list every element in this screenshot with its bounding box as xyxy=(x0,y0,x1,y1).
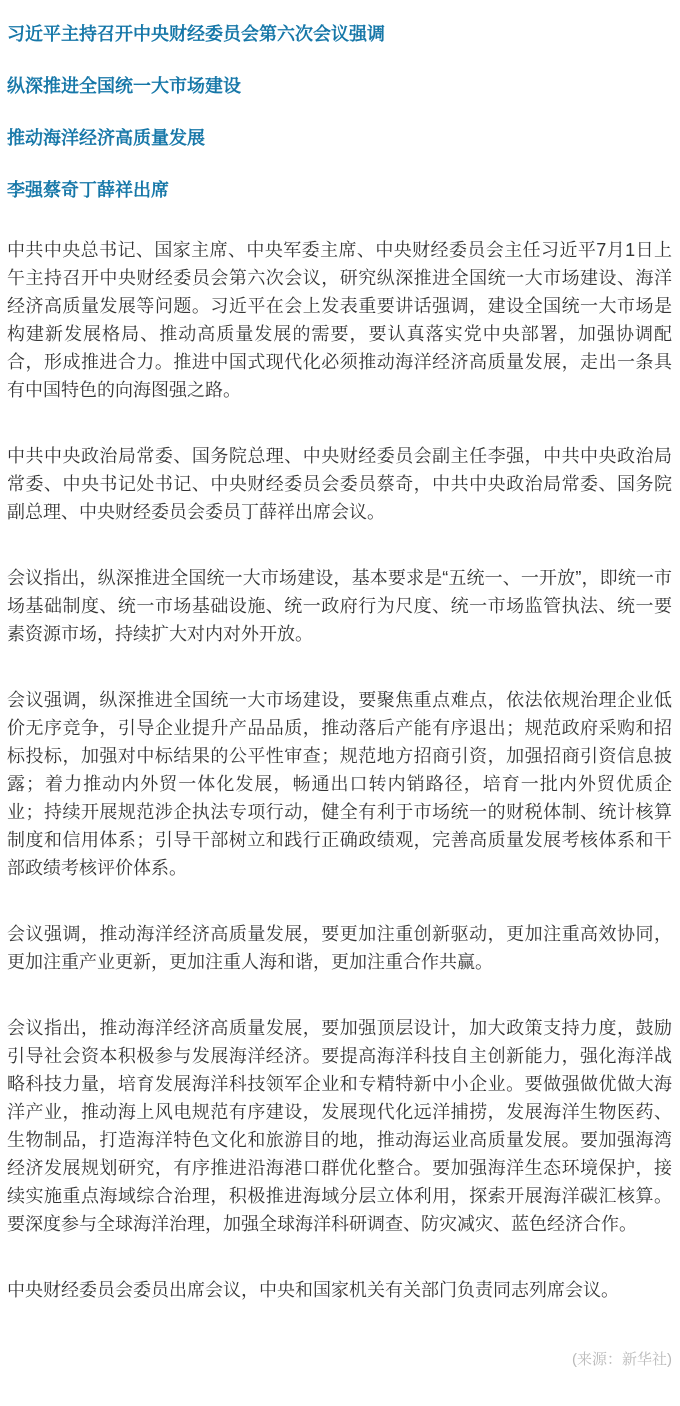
article-body xyxy=(7,236,672,1304)
article-paragraph-2: 中共中央政治局常委、国务院总理、中央财经委员会副主任李强，中共中央政治局常委、中央书记处书记、中央财经委员会委员蔡奇，中共中央政治局常委、国务院副总理、中央财经委员会委员丁薛祥出席会议。 xyxy=(7,446,672,522)
article-paragraph-3: 会议指出，纵深推进全国统一大市场建设，基本要求是“五统一、一开放”，即统一市场基础制度、统一市场基础设施、统一政府行为尺度、统一市场监管执法、统一要素资源市场，持续扩大对内对外开放。 xyxy=(7,568,672,644)
headline-line-4: 李强蔡奇丁薛祥出席 xyxy=(7,180,169,200)
headline-line-3: 推动海洋经济高质量发展 xyxy=(7,128,205,148)
article-paragraph-7: 中央财经委员会委员出席会议，中央和国家机关有关部门负责同志列席会议。 xyxy=(7,1280,619,1300)
article-paragraph-1: 中共中央总书记、国家主席、中央军委主席、中央财经委员会主任习近平7月1日上午主持召开中央财经委员会第六次会议，研究纵深推进全国统一大市场建设、海洋经济高质量发展等问题。习近平在会上发表重要讲话强调，建设全国统一大市场是构建新发展格局、推动高质量发展的需要，要认真落实党中央部署，加强协调配合，形成推进合力。推进中国式现代化必须推动海洋经济高质量发展，走出一条具有中国特色的向海图强之路。 xyxy=(7,240,672,400)
source-attribution: (来源：新华社) xyxy=(572,1351,672,1368)
article-paragraph-4: 会议强调，纵深推进全国统一大市场建设，要聚焦重点难点，依法依规治理企业低价无序竞争，引导企业提升产品品质，推动落后产能有序退出；规范政府采购和招标投标，加强对中标结果的公平性审查；规范地方招商引资，加强招商引资信息披露；着力推动内外贸一体化发展，畅通出口转内销路径，培育一批内外贸优质企业；持续开展规范涉企执法专项行动，健全有利于市场统一的财税体制、统计核算制度和信用体系；引导干部树立和践行正确政绩观，完善高质量发展考核体系和干部政绩考核评价体系。 xyxy=(7,690,672,878)
headline-line-1: 习近平主持召开中央财经委员会第六次会议强调 xyxy=(7,24,385,44)
article-paragraph-6: 会议指出，推动海洋经济高质量发展，要加强顶层设计，加大政策支持力度，鼓励引导社会资本积极参与发展海洋经济。要提高海洋科技自主创新能力，强化海洋战略科技力量，培育发展海洋科技领军企业和专精特新中小企业。要做强做优做大海洋产业，推动海上风电规范有序建设，发展现代化远洋捕捞，发展海洋生物医药、生物制品，打造海洋特色文化和旅游目的地，推动海运业高质量发展。要加强海湾经济发展规划研究，有序推进沿海港口群优化整合。要加强海洋生态环境保护，接续实施重点海域综合治理，积极推进海域分层立体利用，探索开展海洋碳汇核算。要深度参与全球海洋治理，加强全球海洋科研调查、防灾减灾、蓝色经济合作。 xyxy=(7,1018,672,1234)
headline-group xyxy=(7,20,672,204)
headline-line-2: 纵深推进全国统一大市场建设 xyxy=(7,76,241,96)
article-paragraph-5: 会议强调，推动海洋经济高质量发展，要更加注重创新驱动，更加注重高效协同，更加注重产业更新，更加注重人海和谐，更加注重合作共赢。 xyxy=(7,924,672,972)
